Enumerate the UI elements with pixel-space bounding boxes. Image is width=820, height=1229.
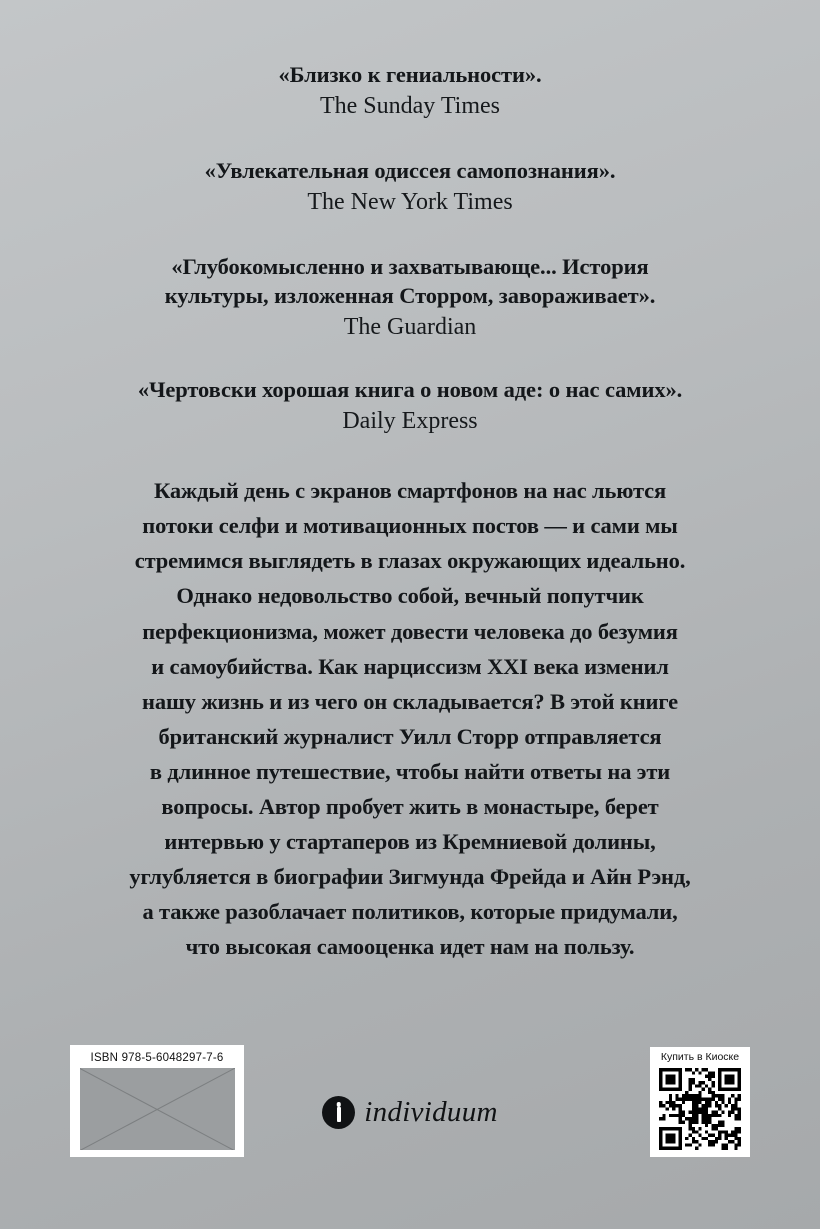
review-source: Daily Express xyxy=(342,408,478,434)
review-quote-line: «Глубокомысленно и захватывающе... История xyxy=(171,253,649,279)
review-source: The Sunday Times xyxy=(319,92,501,119)
blurb-line: что высокая самооценка идет нам на пользу. xyxy=(185,934,635,960)
blurb-line: углубляется в биографии Зигмунда Фрейда и Айн Рэнд, xyxy=(129,864,691,890)
blurb-line: а также разоблачает политиков, которые придумали, xyxy=(142,899,678,925)
review-source: The New York Times xyxy=(307,188,513,215)
qr-purchase-block[interactable] xyxy=(650,1047,750,1157)
blurb-line: стремимся выглядеть в глазах окружающих идеально. xyxy=(134,548,686,574)
blurb-line: нашу жизнь и из чего он складывается? В этой книге xyxy=(142,688,678,714)
blurb-line: перфекционизма, может довести человека до безумия xyxy=(142,618,678,644)
review-quote-line: «Чертовски хорошая книга о новом аде: о нас самих». xyxy=(137,377,683,403)
review-quote-line: «Увлекательная одиссея самопознания». xyxy=(204,157,616,183)
individuum-mark-icon xyxy=(322,1096,355,1129)
blurb-line: в длинное путешествие, чтобы найти ответы на эти xyxy=(149,758,671,784)
review-quote xyxy=(45,252,775,311)
blurb-line: Каждый день с экранов смартфонов на нас льются xyxy=(153,478,667,504)
review-source: The Guardian xyxy=(343,314,477,341)
isbn-label: ISBN 978-5-6048297-7-6 xyxy=(90,1052,224,1064)
blurb-line: вопросы. Автор пробует жить в монастыре, берет xyxy=(161,794,659,820)
blurb-line: интервью у стартаперов из Кремниевой долины, xyxy=(164,829,656,855)
review-quote-line: «Близко к гениальности». xyxy=(278,62,542,87)
qr-caption: Купить в Киоске xyxy=(660,1051,740,1064)
reviews-section xyxy=(45,60,775,437)
review-quote xyxy=(45,60,775,90)
cover-footer xyxy=(0,1029,820,1229)
review-item xyxy=(45,375,775,437)
publisher-name: individuum xyxy=(364,1096,498,1128)
review-item xyxy=(45,60,775,122)
blurb-line: Однако недовольство собой, вечный попутчик xyxy=(176,583,644,609)
review-quote-line: культуры, изложенная Сторром, завораживает». xyxy=(164,283,656,309)
blurb-line: и самоубийства. Как нарциссизм XXI века изменил xyxy=(151,653,669,679)
qr-code-icon[interactable] xyxy=(659,1068,741,1150)
blurb-line: британский журналист Уилл Сторр отправляется xyxy=(158,723,662,749)
review-item xyxy=(45,252,775,344)
blurb-line: потоки селфи и мотивационных постов — и сами мы xyxy=(142,513,678,539)
review-item xyxy=(45,156,775,218)
review-quote xyxy=(45,375,775,405)
blurb-text xyxy=(45,473,775,964)
review-quote xyxy=(45,156,775,186)
